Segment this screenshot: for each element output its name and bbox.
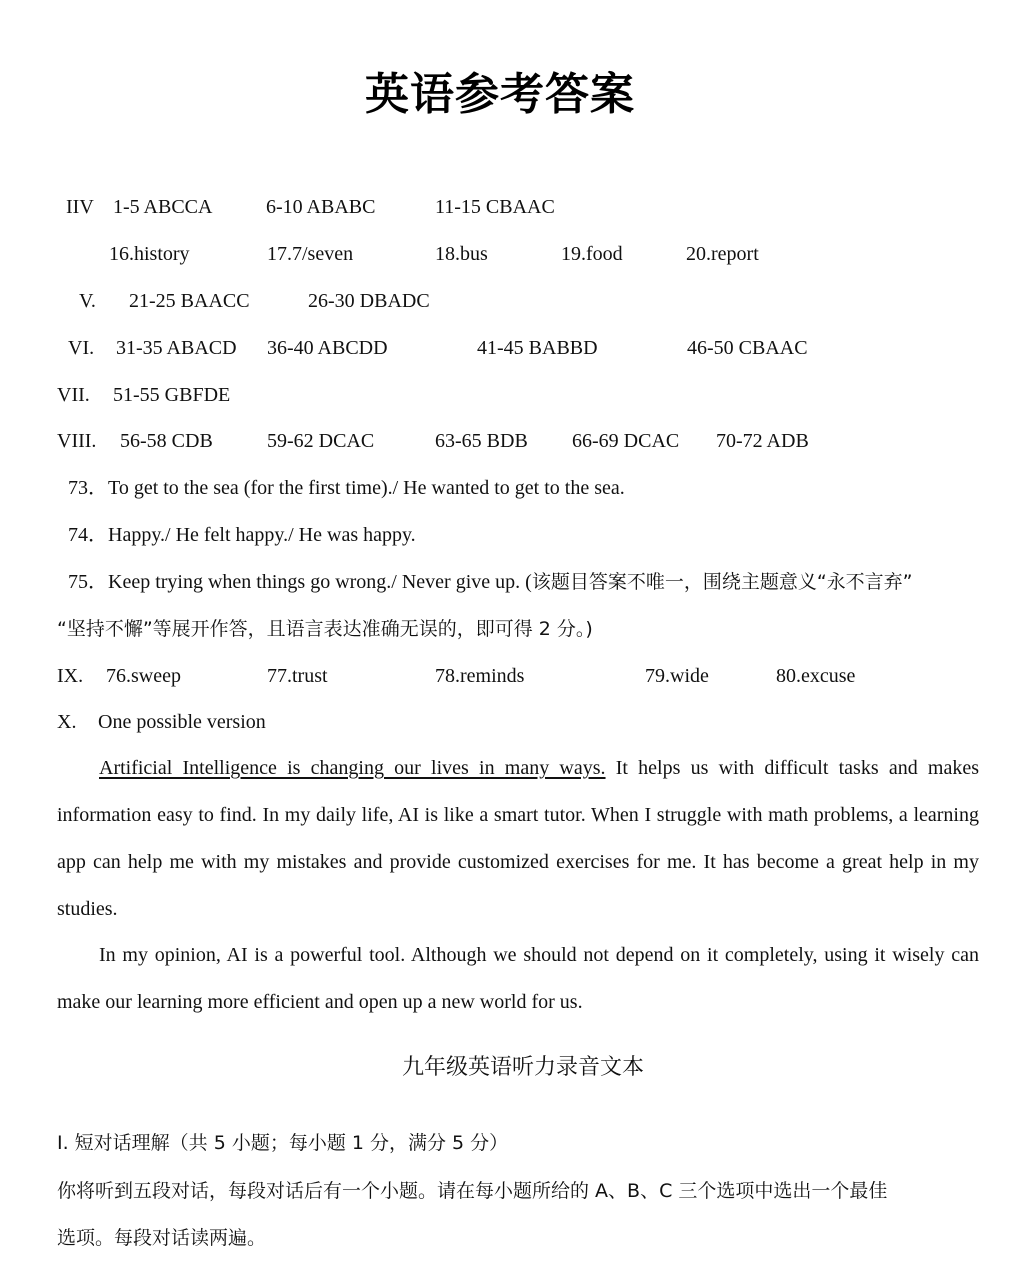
answer-group: 26-30 DBADC bbox=[308, 290, 430, 312]
answer-group: 41-45 BABBD bbox=[477, 337, 598, 359]
answer-text: Happy./ He felt happy./ He was happy. bbox=[108, 524, 416, 546]
paragraph-text: It helps us with difficult tasks and makes information easy to find. In my daily life, AI is like a smart tutor. When I struggle with math problems, a learning app can help me with my mistakes and provide customized exercises for me. It has become a great help in my studies. bbox=[57, 757, 979, 920]
answer-row-vi bbox=[0, 334, 1032, 362]
answer-row-viii bbox=[0, 427, 1032, 455]
fill-answer: 19.food bbox=[561, 243, 623, 265]
answer-row-x bbox=[0, 708, 1032, 736]
listening-title: 九年级英语听力录音文本 bbox=[401, 1055, 644, 1080]
fill-answer: 17.7/seven bbox=[267, 243, 354, 265]
topic-sentence: Artificial Intelligence is changing our lives in many ways. bbox=[99, 757, 606, 779]
answer-group: 56-58 CDB bbox=[120, 430, 213, 452]
answer-74 bbox=[68, 521, 416, 549]
answer-group: 36-40 ABCDD bbox=[267, 337, 388, 359]
word-answer: 77.trust bbox=[267, 665, 328, 687]
listening-instructions: 你将听到五段对话，每段对话后有一个小题。请在每小题所给的 A、B、C 三个选项中选出一个最佳 bbox=[57, 1180, 888, 1202]
section-label: VI. bbox=[68, 337, 95, 359]
answer-row-v bbox=[0, 287, 1032, 315]
answer-73 bbox=[68, 474, 625, 502]
answer-text: Keep trying when things go wrong./ Never give up. ( bbox=[108, 571, 532, 593]
essay-paragraph-1 bbox=[57, 745, 979, 933]
version-label: One possible version bbox=[98, 711, 266, 733]
word-answer: 79.wide bbox=[645, 665, 709, 687]
fill-answer: 20.report bbox=[686, 243, 759, 265]
word-answer: 78.reminds bbox=[435, 665, 525, 687]
answer-row-iiv bbox=[0, 193, 1032, 221]
fill-answer: 18.bus bbox=[435, 243, 488, 265]
word-answer: 76.sweep bbox=[106, 665, 181, 687]
answer-group: 6-10 ABABC bbox=[266, 196, 376, 218]
section-label: V. bbox=[79, 290, 96, 312]
answer-group: 70-72 ADB bbox=[716, 430, 809, 452]
essay-paragraph-2 bbox=[57, 932, 979, 1026]
scoring-note-continued: “坚持不懈”等展开作答，且语言表达准确无误的，即可得 2 分。) bbox=[57, 618, 593, 640]
section-label: X. bbox=[57, 711, 77, 733]
answer-row-fill bbox=[0, 240, 1032, 268]
question-number: 74． bbox=[68, 524, 108, 546]
listening-section-heading: I. 短对话理解（共 5 小题；每小题 1 分，满分 5 分） bbox=[57, 1132, 509, 1154]
answer-group: 11-15 CBAAC bbox=[435, 196, 555, 218]
listening-instructions-continued: 选项。每段对话读两遍。 bbox=[57, 1227, 267, 1249]
word-answer: 80.excuse bbox=[776, 665, 856, 687]
answer-group: 66-69 DCAC bbox=[572, 430, 680, 452]
scoring-note: 该题目答案不唯一，围绕主题意义“永不言弃” bbox=[531, 571, 913, 593]
section-label: VIII. bbox=[57, 430, 97, 452]
page-title: 英语参考答案 bbox=[365, 69, 635, 120]
paragraph-text: In my opinion, AI is a powerful tool. Although we should not depend on it completely, using it wisely can make our learning more efficient and open up a new world for us. bbox=[57, 944, 979, 1013]
fill-answer: 16.history bbox=[109, 243, 190, 265]
answer-group: 51-55 GBFDE bbox=[113, 384, 231, 406]
question-number: 73． bbox=[68, 477, 108, 499]
section-label: IX. bbox=[57, 665, 84, 687]
answer-75 bbox=[68, 568, 913, 596]
answer-text: To get to the sea (for the first time)./ He wanted to get to the sea. bbox=[108, 477, 625, 499]
question-number: 75． bbox=[68, 571, 108, 593]
section-label: IIV bbox=[66, 196, 94, 218]
answer-group: 59-62 DCAC bbox=[267, 430, 375, 452]
answer-row-vii bbox=[0, 381, 1032, 409]
answer-row-ix bbox=[0, 662, 1032, 690]
answer-group: 46-50 CBAAC bbox=[687, 337, 808, 359]
answer-group: 63-65 BDB bbox=[435, 430, 528, 452]
answer-group: 21-25 BAACC bbox=[129, 290, 250, 312]
answer-group: 1-5 ABCCA bbox=[113, 196, 213, 218]
section-label: VII. bbox=[57, 384, 90, 406]
answer-group: 31-35 ABACD bbox=[116, 337, 237, 359]
